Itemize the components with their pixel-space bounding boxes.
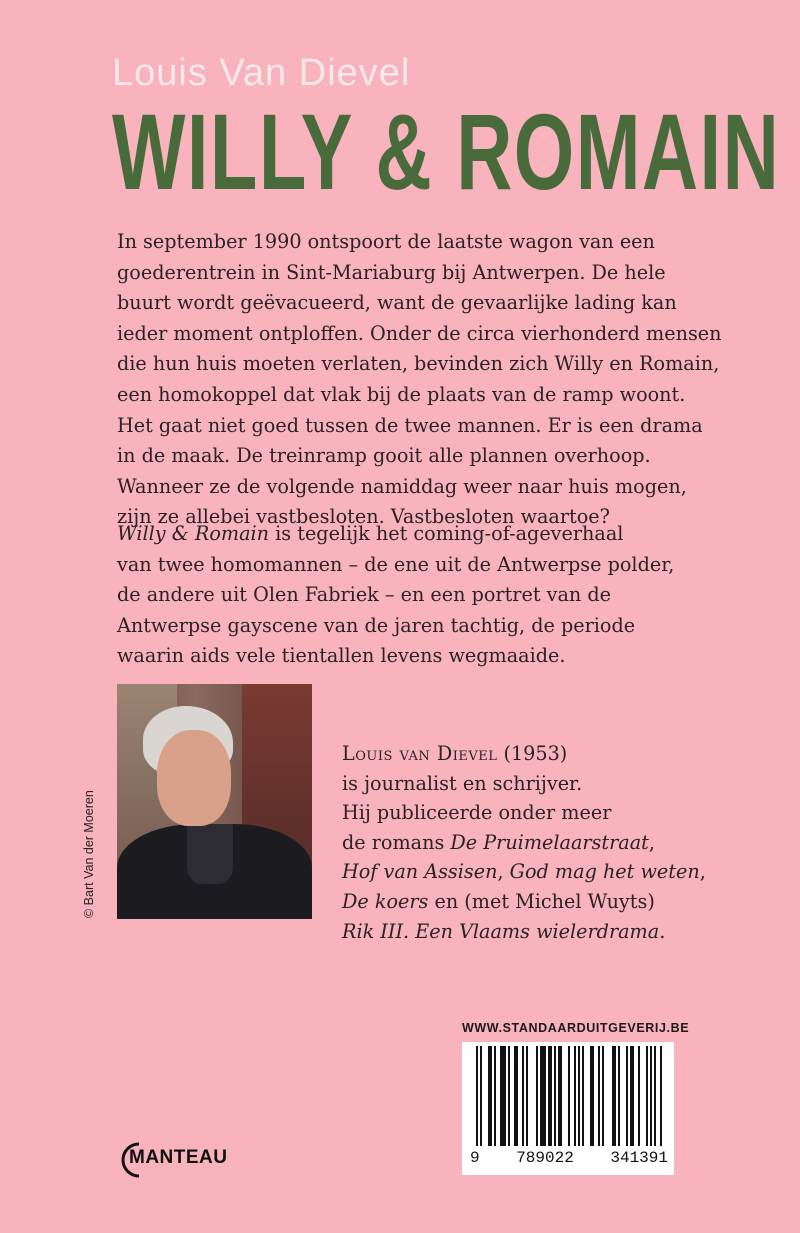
barcode-bar bbox=[626, 1046, 628, 1146]
barcode-bar bbox=[602, 1046, 604, 1146]
barcode-bar bbox=[638, 1046, 640, 1146]
barcode-bar bbox=[654, 1046, 656, 1146]
barcode-bar bbox=[618, 1046, 620, 1146]
barcode-bar bbox=[646, 1046, 648, 1146]
bio-line bbox=[342, 739, 706, 769]
blurb-line: van twee homomannen – de ene uit de Antwerpse polder, bbox=[117, 552, 675, 576]
publisher-logo bbox=[119, 1140, 229, 1184]
photo-collar bbox=[187, 824, 233, 884]
barcode-bar bbox=[578, 1046, 580, 1146]
bio-author-name: Louis van Dievel bbox=[342, 742, 498, 765]
blurb-text: is tegelijk het coming-of-ageverhaal bbox=[269, 522, 624, 545]
barcode-bar bbox=[522, 1046, 524, 1146]
bio-book-title: De Pruimelaarstraat bbox=[450, 830, 649, 854]
blurb-line: Het gaat niet goed tussen de twee mannen. Er is een drama bbox=[117, 413, 703, 437]
barcode-bar bbox=[508, 1046, 510, 1146]
barcode-bar bbox=[574, 1046, 576, 1146]
bio-line bbox=[342, 857, 706, 887]
barcode-bar bbox=[488, 1046, 492, 1146]
barcode-bar bbox=[536, 1046, 538, 1146]
isbn-digit-group: 789022 bbox=[516, 1149, 574, 1167]
bio-line bbox=[342, 828, 706, 858]
barcode-bar bbox=[554, 1046, 556, 1146]
blurb-line: zijn ze allebei vastbesloten. Vastbesloten waartoe? bbox=[117, 505, 610, 529]
bio-line bbox=[342, 917, 706, 947]
barcode-bar bbox=[526, 1046, 528, 1146]
blurb-line: In september 1990 ontspoort de laatste wagon van een bbox=[117, 230, 655, 253]
bio-year: (1953) bbox=[497, 742, 568, 765]
bio-line bbox=[342, 887, 706, 917]
blurb-paragraph-2 bbox=[117, 519, 757, 672]
barcode-bar bbox=[548, 1046, 552, 1146]
barcode-bars bbox=[462, 1042, 674, 1150]
blurb-line: waarin aids vele tientallen levens wegmaaide. bbox=[117, 644, 566, 668]
barcode-bar bbox=[598, 1046, 600, 1146]
barcode-bar bbox=[590, 1046, 594, 1146]
blurb-line: Antwerpse gayscene van de jaren tachtig, de periode bbox=[117, 613, 636, 637]
blurb-line: een homokoppel dat vlak bij de plaats van de ramp woont. bbox=[117, 382, 686, 406]
barcode-bar bbox=[494, 1046, 496, 1146]
blurb-paragraph-1 bbox=[117, 227, 757, 533]
bio-book-title: God mag het weten bbox=[509, 860, 700, 884]
publisher-name: MANTEAU bbox=[129, 1147, 228, 1168]
barcode-bar bbox=[568, 1046, 570, 1146]
bio-text: , bbox=[699, 860, 706, 884]
publisher-website: WWW.STANDAARDUITGEVERIJ.BE bbox=[462, 1021, 690, 1035]
barcode-bar bbox=[660, 1046, 662, 1146]
bio-book-title: De koers bbox=[342, 889, 429, 913]
blurb-line: de andere uit Olen Fabriek – en een portret van de bbox=[117, 583, 612, 607]
bio-text: , bbox=[648, 830, 655, 854]
blurb-line: buurt wordt geëvacueerd, want de gevaarlijke lading kan bbox=[117, 291, 677, 315]
barcode-bar bbox=[500, 1046, 506, 1146]
barcode-bar bbox=[514, 1046, 518, 1146]
blurb-line: ieder moment ontploffen. Onder de circa vierhonderd mensen bbox=[117, 321, 722, 345]
bio-text: . bbox=[659, 919, 666, 943]
isbn-digit-group: 9 bbox=[470, 1149, 480, 1167]
isbn-number bbox=[462, 1149, 674, 1167]
author-name: Louis Van Dievel bbox=[112, 52, 411, 94]
barcode-bar bbox=[612, 1046, 616, 1146]
barcode-bar bbox=[630, 1046, 634, 1146]
barcode-bar bbox=[650, 1046, 652, 1146]
barcode-bar bbox=[582, 1046, 584, 1146]
photo-face bbox=[157, 730, 231, 826]
blurb-line: goederentrein in Sint-Mariaburg bij Antwerpen. De hele bbox=[117, 260, 666, 284]
blurb-line: in de maak. De treinramp gooit alle plannen overhoop. bbox=[117, 444, 651, 468]
bio-text: en (met Michel Wuyts) bbox=[428, 889, 655, 913]
bio-line: is journalist en schrijver. bbox=[342, 771, 583, 795]
bio-line: Hij publiceerde onder meer bbox=[342, 801, 612, 825]
book-title-italic: Willy & Romain bbox=[117, 522, 270, 545]
author-photo bbox=[117, 684, 312, 919]
author-bio bbox=[342, 739, 706, 946]
isbn-barcode bbox=[462, 1042, 674, 1175]
bio-text: de romans bbox=[342, 830, 451, 854]
barcode-bar bbox=[476, 1046, 478, 1146]
book-title: WILLY & ROMAIN bbox=[112, 91, 781, 212]
bio-book-title: Hof van Assisen bbox=[342, 860, 498, 884]
photo-credit: © Bart Van der Moeren bbox=[82, 790, 96, 918]
bio-text: , bbox=[497, 860, 510, 884]
isbn-digit-group: 341391 bbox=[610, 1149, 668, 1167]
barcode-bar bbox=[480, 1046, 482, 1146]
barcode-bar bbox=[540, 1046, 546, 1146]
bio-book-title: Rik III. Een Vlaams wielerdrama bbox=[342, 919, 660, 943]
blurb-line: Wanneer ze de volgende namiddag weer naar huis mogen, bbox=[117, 474, 687, 498]
blurb-line bbox=[117, 519, 757, 550]
blurb-line: die hun huis moeten verlaten, bevinden zich Willy en Romain, bbox=[117, 352, 720, 376]
barcode-bar bbox=[558, 1046, 562, 1146]
